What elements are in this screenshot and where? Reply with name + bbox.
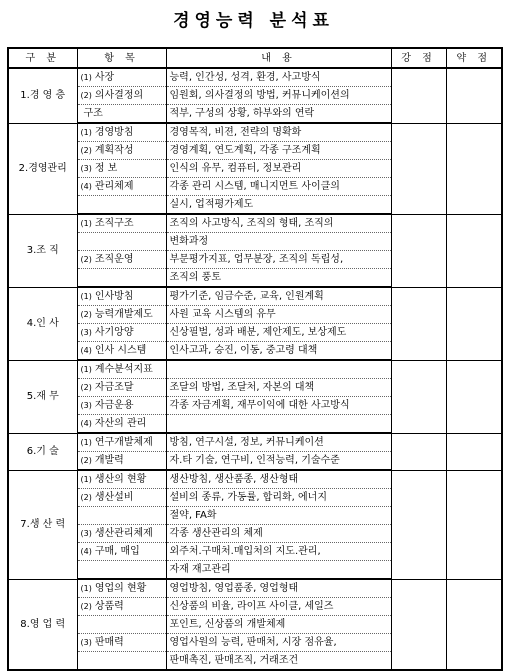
item-label: 자산의 관리 [94,418,147,429]
strength-cell[interactable] [391,214,446,287]
item-cell [77,142,166,160]
item-cell [77,342,166,361]
item-label: 경영방침 [94,127,134,138]
description-cell: 인식의 유무, 컴퓨터, 정보관리 [166,160,391,178]
description-cell: 자재 재고관리 [166,561,391,580]
item-number: (2) [80,255,92,264]
item-label: 인사방침 [94,291,134,302]
item-label: 자금운용 [94,400,134,411]
description-cell: 조달의 방법, 조달처, 자본의 대책 [166,379,391,397]
description-cell: 각종 관리 시스템, 매니지먼트 사이클의 [166,178,391,196]
item-number: (4) [80,182,92,191]
item-cell [77,489,166,507]
header-gangjeom: 강 점 [391,48,446,68]
item-cell [77,360,166,379]
description-cell: 경영계획, 연도계획, 각종 구조계획 [166,142,391,160]
item-label: 능력개발제도 [94,309,153,320]
item-label: 연구개발체제 [94,437,153,448]
item-cell [77,452,166,471]
description-cell: 신상품의 비율, 라이프 사이클, 세일즈 [166,598,391,616]
item-label: 생산설비 [94,492,134,503]
item-label: 조직운영 [94,254,134,265]
item-cell [77,397,166,415]
description-cell: 사원 교육 시스템의 유무 [166,306,391,324]
description-cell: 변화과정 [166,233,391,251]
item-cell [77,306,166,324]
item-number: (3) [80,328,92,337]
item-cell [77,507,166,525]
description-cell: 신상필벌, 성과 배분, 제안제도, 보상제도 [166,324,391,342]
table-row [8,214,502,233]
item-label: 사기앙양 [94,327,134,338]
description-cell [166,360,391,379]
item-cell [77,379,166,397]
item-number: (1) [80,73,92,82]
weakness-cell[interactable] [446,579,502,670]
description-cell: 인사고과, 승진, 이동, 중고령 대책 [166,342,391,361]
item-label: 생산의 현황 [94,474,147,485]
section-label: 7.생 산 력 [8,470,77,579]
item-cell [77,160,166,178]
item-label: 개발력 [94,455,124,466]
item-number: (1) [80,365,92,374]
item-cell [77,470,166,489]
weakness-cell[interactable] [446,287,502,360]
weakness-cell[interactable] [446,360,502,433]
description-cell: 조직의 사고방식, 조직의 형태, 조직의 [166,214,391,233]
item-label: 정 보 [94,163,118,174]
description-cell: 방침, 연구시설, 정보, 커뮤니케이션 [166,433,391,452]
description-cell: 외주처.구매처.매입처의 지도.관리, [166,543,391,561]
table-row [8,470,502,489]
header-row [8,48,502,68]
description-cell: 각종 자금계획, 재무이익에 대한 사고방식 [166,397,391,415]
section-label: 1.경 영 층 [8,68,77,123]
description-cell: 자.타 기술, 연구비, 인적능력, 기술수준 [166,452,391,471]
table-row [8,123,502,142]
item-label: 계획작성 [94,145,134,156]
analysis-table [7,47,503,671]
item-cell [77,123,166,142]
item-cell [77,433,166,452]
weakness-cell[interactable] [446,470,502,579]
item-number: (1) [80,292,92,301]
strength-cell[interactable] [391,287,446,360]
item-label: 계수분석지표 [94,364,153,375]
item-number: (2) [80,146,92,155]
item-number: (1) [80,584,92,593]
item-label: 조직구조 [94,218,134,229]
item-cell [77,616,166,634]
item-number: (4) [80,547,92,556]
strength-cell[interactable] [391,470,446,579]
item-number: (2) [80,383,92,392]
item-label: 사장 [94,72,115,83]
item-number: (2) [80,493,92,502]
item-number: (1) [80,219,92,228]
item-cell [77,105,166,124]
item-number: (2) [80,456,92,465]
table-row [8,287,502,306]
description-cell: 판매촉진, 판매조직, 거래조건 [166,652,391,671]
item-label: 구조 [83,108,103,119]
table-row [8,68,502,87]
table-body [8,68,502,670]
page-title: 경영능력 분석표 [173,11,334,31]
description-cell: 각종 생산관리의 체제 [166,525,391,543]
description-cell: 평가기준, 임금수준, 교육, 인원계획 [166,287,391,306]
item-label: 구매, 매입 [94,546,140,557]
item-number: (2) [80,310,92,319]
item-number: (4) [80,346,92,355]
table-row [8,579,502,598]
description-cell [166,415,391,434]
description-cell: 부문평가지표, 업무분장, 조직의 독립성, [166,251,391,269]
item-cell [77,196,166,215]
description-cell: 생산방침, 생산품종, 생산형태 [166,470,391,489]
item-number: (3) [80,401,92,410]
section-label: 4.인 사 [8,287,77,360]
item-number: (4) [80,419,92,428]
strength-cell[interactable] [391,360,446,433]
item-label: 상품력 [94,601,124,612]
item-cell [77,561,166,580]
item-cell [77,634,166,652]
table-row [8,433,502,452]
section-label: 6.기 술 [8,433,77,470]
item-label: 관리체제 [94,181,134,192]
description-cell: 절약, FA화 [166,507,391,525]
header-naeyong: 내 용 [166,48,391,68]
section-label: 3.조 직 [8,214,77,287]
item-number: (3) [80,164,92,173]
item-cell [77,214,166,233]
item-cell [77,324,166,342]
description-cell: 설비의 종류, 가동률, 합리화, 에너지 [166,489,391,507]
weakness-cell[interactable] [446,214,502,287]
strength-cell[interactable] [391,433,446,470]
item-cell [77,652,166,671]
item-cell [77,543,166,561]
description-cell: 포인트, 신상품의 개발체제 [166,616,391,634]
header-yakjeom: 약 점 [446,48,502,68]
item-cell [77,269,166,288]
item-cell [77,598,166,616]
description-cell: 경영목적, 비젼, 전략의 명확화 [166,123,391,142]
section-label: 5.재 무 [8,360,77,433]
description-cell: 영업방침, 영업품종, 영업형태 [166,579,391,598]
item-number: (2) [80,602,92,611]
item-label: 자금조달 [94,382,134,393]
header-hangmok: 항 목 [77,48,166,68]
description-cell: 실시, 업적평가제도 [166,196,391,215]
item-cell [77,87,166,105]
item-label: 의사결정의 [94,90,144,101]
item-number: (3) [80,529,92,538]
section-label: 2.경영관리 [8,123,77,214]
table-row [8,360,502,379]
item-number: (3) [80,638,92,647]
description-cell: 임원회, 의사결정의 방법, 커뮤니케이션의 [166,87,391,105]
weakness-cell[interactable] [446,123,502,214]
item-label: 인사 시스템 [94,345,147,356]
item-cell [77,178,166,196]
item-number: (2) [80,91,92,100]
description-cell: 조직의 풍토 [166,269,391,288]
item-cell [77,415,166,434]
item-cell [77,251,166,269]
strength-cell[interactable] [391,123,446,214]
item-number: (1) [80,128,92,137]
strength-cell[interactable] [391,68,446,123]
description-cell: 능력, 인간성, 성격, 환경, 사고방식 [166,68,391,87]
weakness-cell[interactable] [446,433,502,470]
weakness-cell[interactable] [446,68,502,123]
item-cell [77,287,166,306]
item-cell [77,579,166,598]
item-number: (1) [80,475,92,484]
item-label: 영업의 현황 [94,583,147,594]
item-label: 판매력 [94,637,124,648]
header-gubun: 구 분 [8,48,77,68]
item-cell [77,233,166,251]
item-number: (1) [80,438,92,447]
strength-cell[interactable] [391,579,446,670]
description-cell: 적부, 구성의 상황, 하부와의 연락 [166,105,391,124]
item-cell [77,68,166,87]
description-cell: 영업사원의 능력, 판매처, 시장 점유율, [166,634,391,652]
section-label: 8.영 업 력 [8,579,77,670]
item-label: 생산관리체제 [94,528,153,539]
item-cell [77,525,166,543]
